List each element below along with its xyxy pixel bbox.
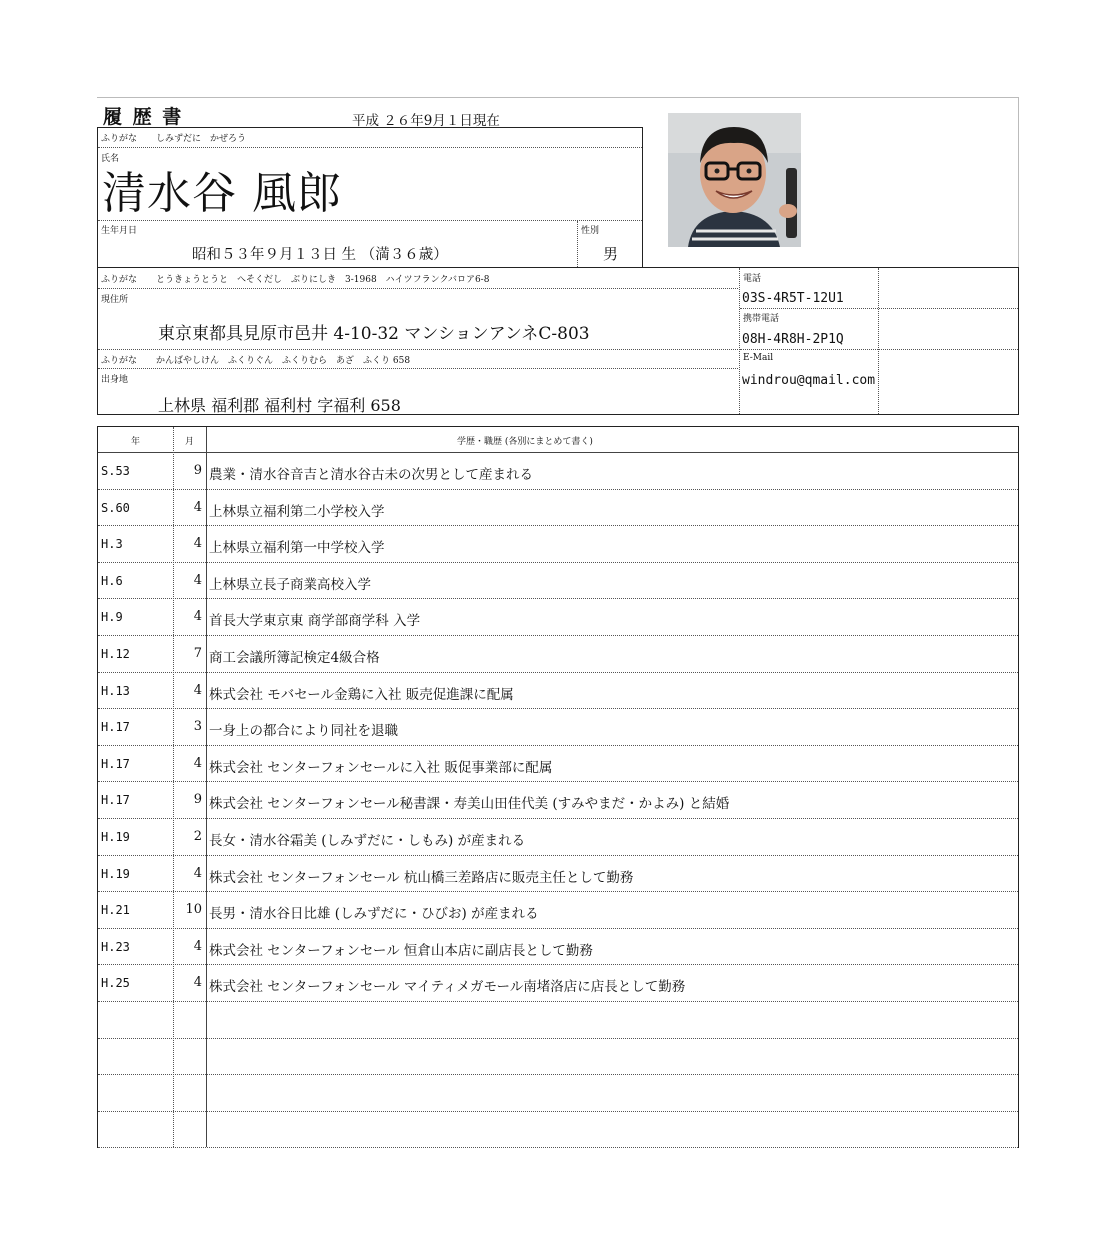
mobile-divider (740, 349, 1018, 350)
history-month: 4 (193, 499, 202, 515)
hometown-value: 上林県 福利郡 福利村 字福利 658 (158, 396, 401, 415)
history-event: 一身上の都合により同社を退職 (209, 723, 398, 740)
gender-label: 性別 (581, 226, 600, 236)
name-furigana: しみずだに かぜろう (156, 134, 247, 144)
contact-left-divider (739, 268, 740, 414)
document-title: 履 歴 書 (103, 106, 184, 128)
hometown-furigana-label: ふりがな (101, 356, 138, 366)
history-row (98, 673, 1018, 710)
history-event: 商工会議所簿記検定4級合格 (209, 650, 380, 666)
history-event: 首長大学東京東 商学部商学科 入学 (209, 613, 421, 630)
history-row (98, 856, 1018, 893)
history-event: 株式会社 モバセール金鶏に入社 販売促進課に配属 (209, 686, 514, 703)
history-event: 長男・清水谷日比雄 (しみずだに・ひびお) が産まれる (209, 906, 539, 923)
name-birth-divider (98, 220, 642, 221)
history-year: H.25 (101, 976, 130, 991)
history-year: H.12 (101, 647, 130, 661)
history-month: 4 (193, 609, 202, 625)
mobile-value: 08H-4R8H-2P1Q (742, 332, 844, 347)
history-year: H.3 (101, 537, 123, 552)
history-year: H.21 (101, 903, 130, 918)
address-furigana-label: ふりがな (101, 275, 138, 285)
person-photo-icon (668, 113, 801, 247)
history-month: 4 (193, 938, 202, 954)
history-year: H.13 (101, 683, 130, 698)
history-col-year: 年 (131, 437, 141, 447)
history-row (98, 782, 1018, 819)
history-year: S.53 (101, 464, 130, 478)
page-right-frame (1018, 97, 1019, 267)
history-event: 上林県立福利第一中学校入学 (209, 540, 385, 557)
history-month: 4 (193, 755, 202, 771)
history-month: 4 (193, 975, 202, 991)
phone-divider (740, 308, 1018, 309)
hometown-furigana-divider (98, 368, 738, 369)
history-row (98, 965, 1018, 1002)
history-row (98, 563, 1018, 600)
history-row (98, 1002, 1018, 1039)
history-month: 2 (193, 829, 202, 844)
birth-label: 生年月日 (101, 226, 138, 236)
address-furigana: とうきょうとうと へそくだし ぶりにしき 3-1968 ハイツフランクバロア6-8 (156, 275, 490, 285)
history-month: 10 (185, 902, 202, 918)
history-row (98, 453, 1018, 490)
name-label: 氏名 (101, 154, 120, 164)
phone-value: 03S-4R5T-12U1 (742, 291, 844, 306)
name-value: 清水谷 風郎 (102, 168, 342, 219)
history-row (98, 526, 1018, 563)
history-row (98, 746, 1018, 783)
person-photo (668, 113, 801, 247)
history-row (98, 1039, 1018, 1076)
history-col-event: 学歴・職歴 (各別にまとめて書く) (457, 437, 593, 447)
history-row (98, 636, 1018, 673)
history-year: S.60 (101, 500, 130, 515)
history-year: H.17 (101, 756, 130, 771)
email-value: windrou@qmail.com (742, 373, 876, 388)
history-year: H.6 (101, 573, 123, 588)
contact-right-divider (878, 268, 879, 414)
history-event: 株式会社 センターフォンセール マイティメガモール南堵洛店に店長として勤務 (209, 979, 686, 996)
history-row (98, 599, 1018, 636)
history-row (98, 709, 1018, 746)
history-month: 3 (193, 719, 202, 735)
history-event: 上林県立福利第二小学校入学 (209, 503, 385, 520)
gender-divider (577, 221, 578, 267)
name-furigana-label: ふりがな (101, 134, 138, 144)
history-month: 7 (193, 646, 202, 661)
history-row (98, 819, 1018, 856)
gender-value: 男 (603, 245, 619, 263)
history-month: 4 (193, 572, 202, 588)
hometown-furigana: かんばやしけん ふくりぐん ふくりむら あざ ふくり 658 (156, 356, 411, 366)
hometown-label: 出身地 (101, 375, 129, 385)
history-col-month: 月 (185, 437, 195, 447)
history-event: 株式会社 センターフォンセール秘書課・寿美山田佳代美 (すみやまだ・かよみ) と結婚 (209, 796, 730, 813)
page-top-frame (97, 97, 1019, 98)
history-event: 株式会社 センターフォンセール 恒倉山本店に副店長として勤務 (209, 942, 593, 959)
history-year: H.17 (101, 793, 130, 808)
address-value: 東京東都具見原市邑井 4-10-32 マンションアンネC-803 (158, 324, 590, 344)
history-year: H.19 (101, 830, 130, 844)
history-row (98, 892, 1018, 929)
mobile-label: 携帯電話 (743, 314, 780, 324)
name-furigana-divider (98, 147, 642, 148)
history-event: 農業・清水谷音吉と清水谷古未の次男として産まれる (209, 467, 533, 483)
document-date: 平成 ２６年9月１日現在 (352, 113, 500, 129)
history-event: 長女・清水谷霜美 (しみずだに・しもみ) が産まれる (209, 833, 526, 849)
history-year: H.23 (101, 939, 130, 954)
history-event: 株式会社 センターフォンセールに入社 販促事業部に配属 (209, 759, 553, 776)
history-year: H.19 (101, 866, 130, 881)
history-row (98, 1112, 1018, 1149)
history-row (98, 929, 1018, 966)
history-event: 株式会社 センターフォンセール 杭山橋三差路店に販売主任として勤務 (209, 869, 634, 886)
birth-value: 昭和５３年９月１３日 生 （満３６歳） (192, 247, 448, 263)
email-label: E-Mail (743, 353, 774, 363)
history-year: H.17 (101, 720, 130, 735)
history-month: 4 (193, 536, 202, 552)
address-label: 現住所 (101, 295, 129, 305)
history-year: H.9 (101, 610, 123, 625)
history-month: 9 (193, 463, 202, 478)
history-month: 4 (193, 865, 202, 881)
address-furigana-divider (98, 288, 738, 289)
history-month: 4 (193, 682, 202, 698)
history-row (98, 1075, 1018, 1112)
history-month: 9 (193, 792, 202, 808)
history-row (98, 490, 1018, 527)
address-hometown-divider (98, 349, 738, 350)
history-event: 上林県立長子商業高校入学 (209, 576, 371, 593)
phone-label: 電話 (743, 274, 762, 284)
